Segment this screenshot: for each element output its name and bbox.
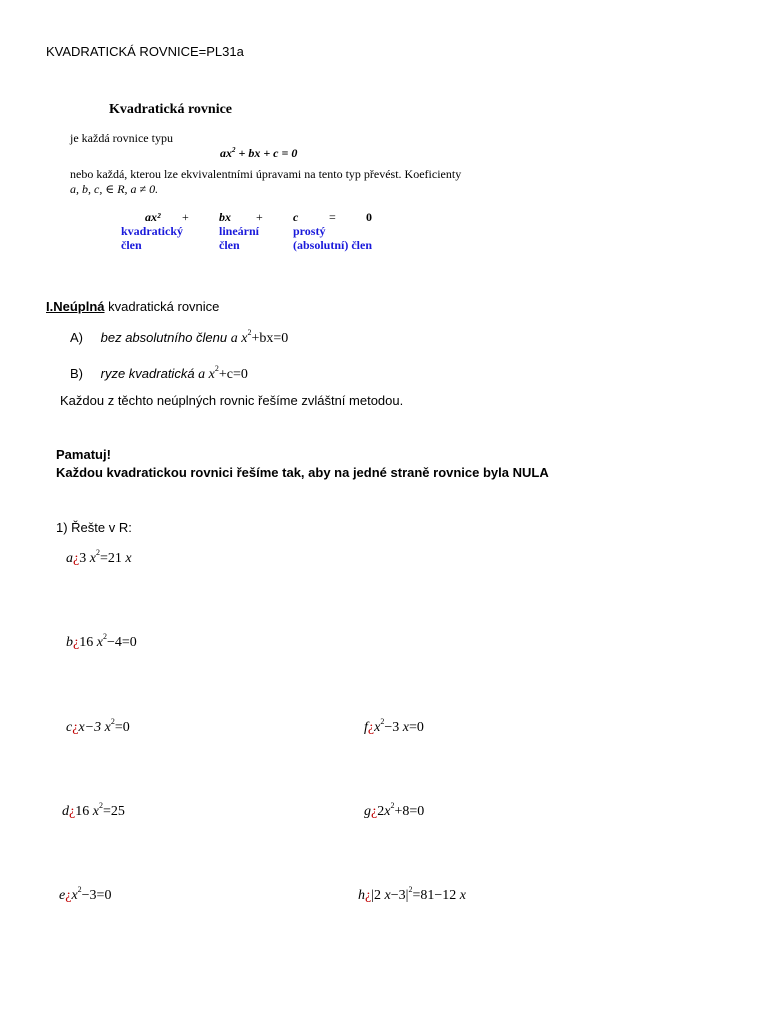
- definition-line1: je každá rovnice typu: [70, 131, 173, 145]
- exercise-item-d: d¿16 $x^2=25$: [62, 801, 125, 819]
- case-b: B) ryze kvadratická a $x^2+c=0$: [70, 364, 248, 382]
- definition-line2: nebo každá, kterou lze ekvivalentními úpravami na tento typ převést. Koeficienty: [70, 167, 462, 181]
- case-a-equation: a $x^2+bx=0$: [230, 328, 289, 346]
- term-plus-1: +: [182, 210, 189, 224]
- exercise-item-f: $f¿x^2-3$ x=0: [364, 717, 424, 735]
- incomplete-note: Každou z těchto neúplných rovnic řešíme zvláštní metodou.: [60, 393, 404, 408]
- term-c: c: [293, 210, 299, 224]
- remember-text: Každou kvadratickou rovnici řešíme tak, aby na jedné straně rovnice byla NULA: [56, 465, 549, 480]
- incomplete-heading: I.Neúplná kvadratická rovnice: [46, 299, 220, 314]
- term-equals: =: [329, 210, 336, 224]
- exercise-item-h: h¿|2 $x-3|^2=81-12$ x: [358, 885, 466, 903]
- exercise-item-b: b¿16 $x^2-4=0$: [66, 632, 137, 650]
- exercise-item-c: c¿x−3 $x^2=0$: [66, 717, 130, 735]
- definition-heading: Kvadratická rovnice: [109, 102, 233, 117]
- label-linear-term: lineární člen: [219, 224, 260, 252]
- remember-title: Pamatuj!: [56, 447, 111, 462]
- term-ax2: ax²: [145, 210, 161, 224]
- general-form: $ax^2$ + bx + c = 0: [220, 146, 298, 160]
- exercise-item-a: a¿3 $x^2=21$ x: [66, 548, 132, 566]
- exercise-item-e: $e¿x^2-3=0$: [59, 885, 112, 903]
- exercise-item-g: $g¿2x^2+8=0$: [364, 801, 425, 819]
- exercise-title: 1) Řešte v R:: [56, 520, 132, 535]
- label-quadratic-term: kvadratický člen: [121, 224, 184, 252]
- term-zero: 0: [366, 210, 372, 224]
- page-title: KVADRATICKÁ ROVNICE=PL31a: [46, 44, 244, 59]
- definition-line3: a, b, c, ∈ R, a ≠ 0.: [70, 182, 159, 196]
- label-constant-term: prostý (absolutní) člen: [293, 224, 373, 252]
- term-bx: bx: [219, 210, 231, 224]
- case-a: A) bez absolutního členu a $x^2+bx=0$: [70, 328, 289, 346]
- term-plus-2: +: [256, 210, 263, 224]
- case-b-equation: a $x^2+c=0$: [198, 364, 248, 382]
